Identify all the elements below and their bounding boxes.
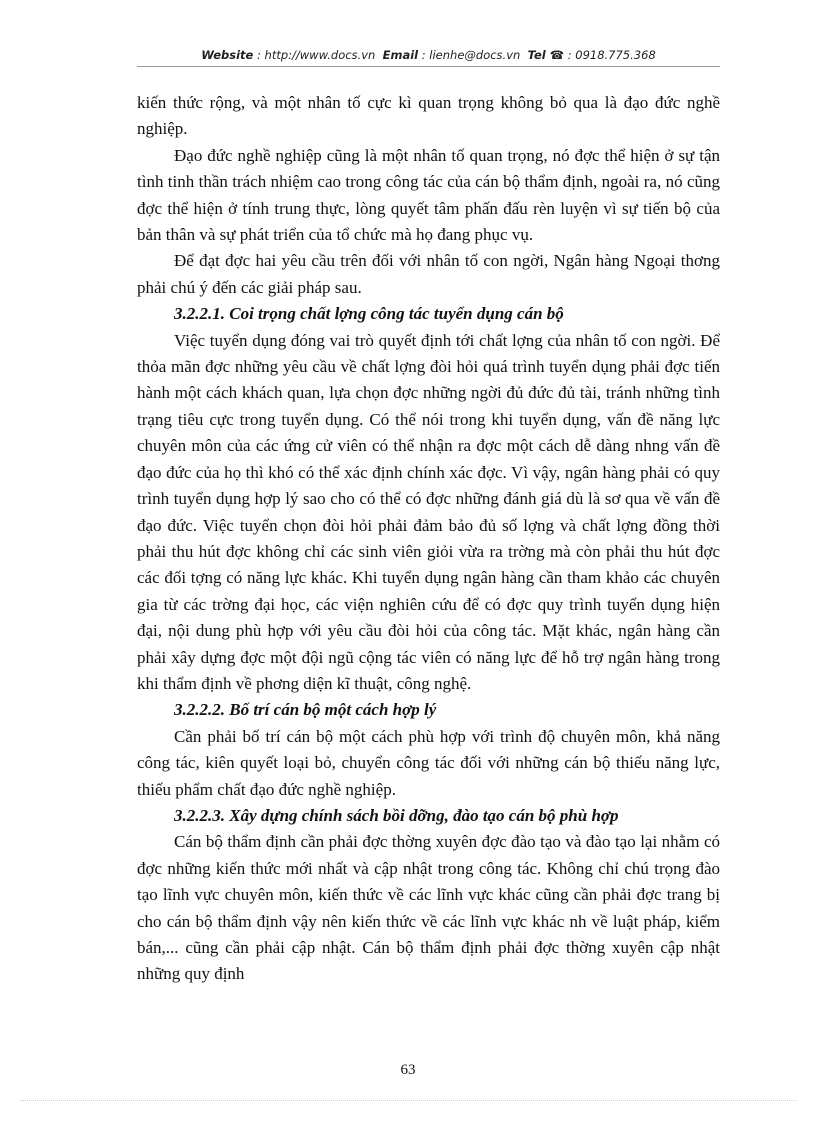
section-heading-3221: 3.2.2.1. Coi trọng chất lợng công tác tuyển dụng cán bộ [174,304,564,324]
paragraph-6: Cán bộ thẩm định cần phải đợc thờng xuyên đợc đào tạo và đào tạo lại nhằm có đợc những kiến thức mới nhất và cập nhật trong công tác. Không chỉ chú trọng đào tạo lĩnh vực chuyên môn, kiến thức về các lĩnh vực khác cũng cần phải đợc trang bị cho cán bộ thẩm định vậy nên kiến thức về các lĩnh vực khác nh về luật pháp, kiểm bán,... cũng cần phải cập nhật. Cán bộ thẩm định phải đợc thờng xuyên cập nhật những quy định [137,832,720,984]
footer-divider [20,1100,796,1101]
section-heading-3223: 3.2.2.3. Xây dựng chính sách bồi dỡng, đào tạo cán bộ phù hợp [174,805,619,825]
website-label: Website [201,48,254,62]
tel-label: Tel ☎ [527,48,565,62]
paragraph-2: Đạo đức nghề nghiệp cũng là một nhân tố quan trọng, nó đợc thể hiện ở sự tận tình tinh thần trách nhiệm cao trong công tác của cán bộ thẩm định, ngoài ra, nó cũng đợc thể hiện ở tính trung thực, lòng quyết tâm phấn đấu rèn luyện vì sự tiến bộ của bản thân và sự phát triển của tổ chức mà họ đang phục vụ. [137,145,720,245]
email-value[interactable]: : lienhe@docs.vn [421,48,521,62]
email-label: Email [382,48,419,62]
tel-value: : 0918.775.368 [567,48,656,62]
section-heading-3222: 3.2.2.2. Bố trí cán bộ một cách hợp lý [174,700,437,720]
paragraph-1: kiến thức rộng, và một nhân tố cực kì quan trọng không bỏ qua là đạo đức nghề nghiệp. [137,93,720,139]
header-divider [137,66,720,67]
paragraph-4: Việc tuyển dụng đóng vai trò quyết định tới chất lợng của nhân tố con ngời. Để thỏa mãn đợc những yêu cầu về chất lợng đòi hỏi quá trình tuyển dụng phải đợc tiến hành một cách khách quan, lựa chọn đợc những ngời đủ đức đủ tài, tránh những tình trạng tiêu cực trong tuyển dụng. Có thể nói trong khi tuyển dụng, vấn đề năng lực chuyên môn của các ứng cử viên có thể nhận ra đợc một cách dễ dàng nhng vấn đề đạo đức của họ thì khó có thể xác định chính xác đợc. Vì vậy, ngân hàng phải có quy trình tuyển dụng hợp lý sao cho có thể có đợc những đánh giá dù là sơ qua về vấn đề đạo đức. Việc tuyển chọn đòi hỏi phải đảm bảo đủ số lợng và chất lợng đồng thời phải thu hút đợc không chỉ các sinh viên giỏi vừa ra trờng mà còn phải thu hút đợc các đối tợng có năng lực khác. Khi tuyển dụng ngân hàng cần tham khảo các chuyên gia từ các trờng đại học, các viện nghiên cứu để có đợc quy trình tuyển dụng hiện đại, nội dung phù hợp với yêu cầu đòi hỏi của công tác. Mặt khác, ngân hàng cần phải xây dựng đợc một đội ngũ cộng tác viên có năng lực để hỗ trợ ngân hàng trong khi thẩm định về phơng diện kĩ thuật, công nghệ. [137,330,720,693]
website-value[interactable]: : http://www.docs.vn [257,48,376,62]
page-number: 63 [400,1062,416,1078]
paragraph-5: Cần phải bố trí cán bộ một cách phù hợp với trình độ chuyên môn, khả năng công tác, kiên quyết loại bỏ, chuyển công tác đối với những cán bộ thiếu năng lực, thiếu phẩm chất đạo đức nghề nghiệp. [137,726,720,799]
paragraph-3: Để đạt đợc hai yêu cầu trên đối với nhân tố con ngời, Ngân hàng Ngoại thơng phải chú ý đến các giải pháp sau. [137,251,720,297]
document-body [137,90,720,988]
page-header [137,48,720,62]
